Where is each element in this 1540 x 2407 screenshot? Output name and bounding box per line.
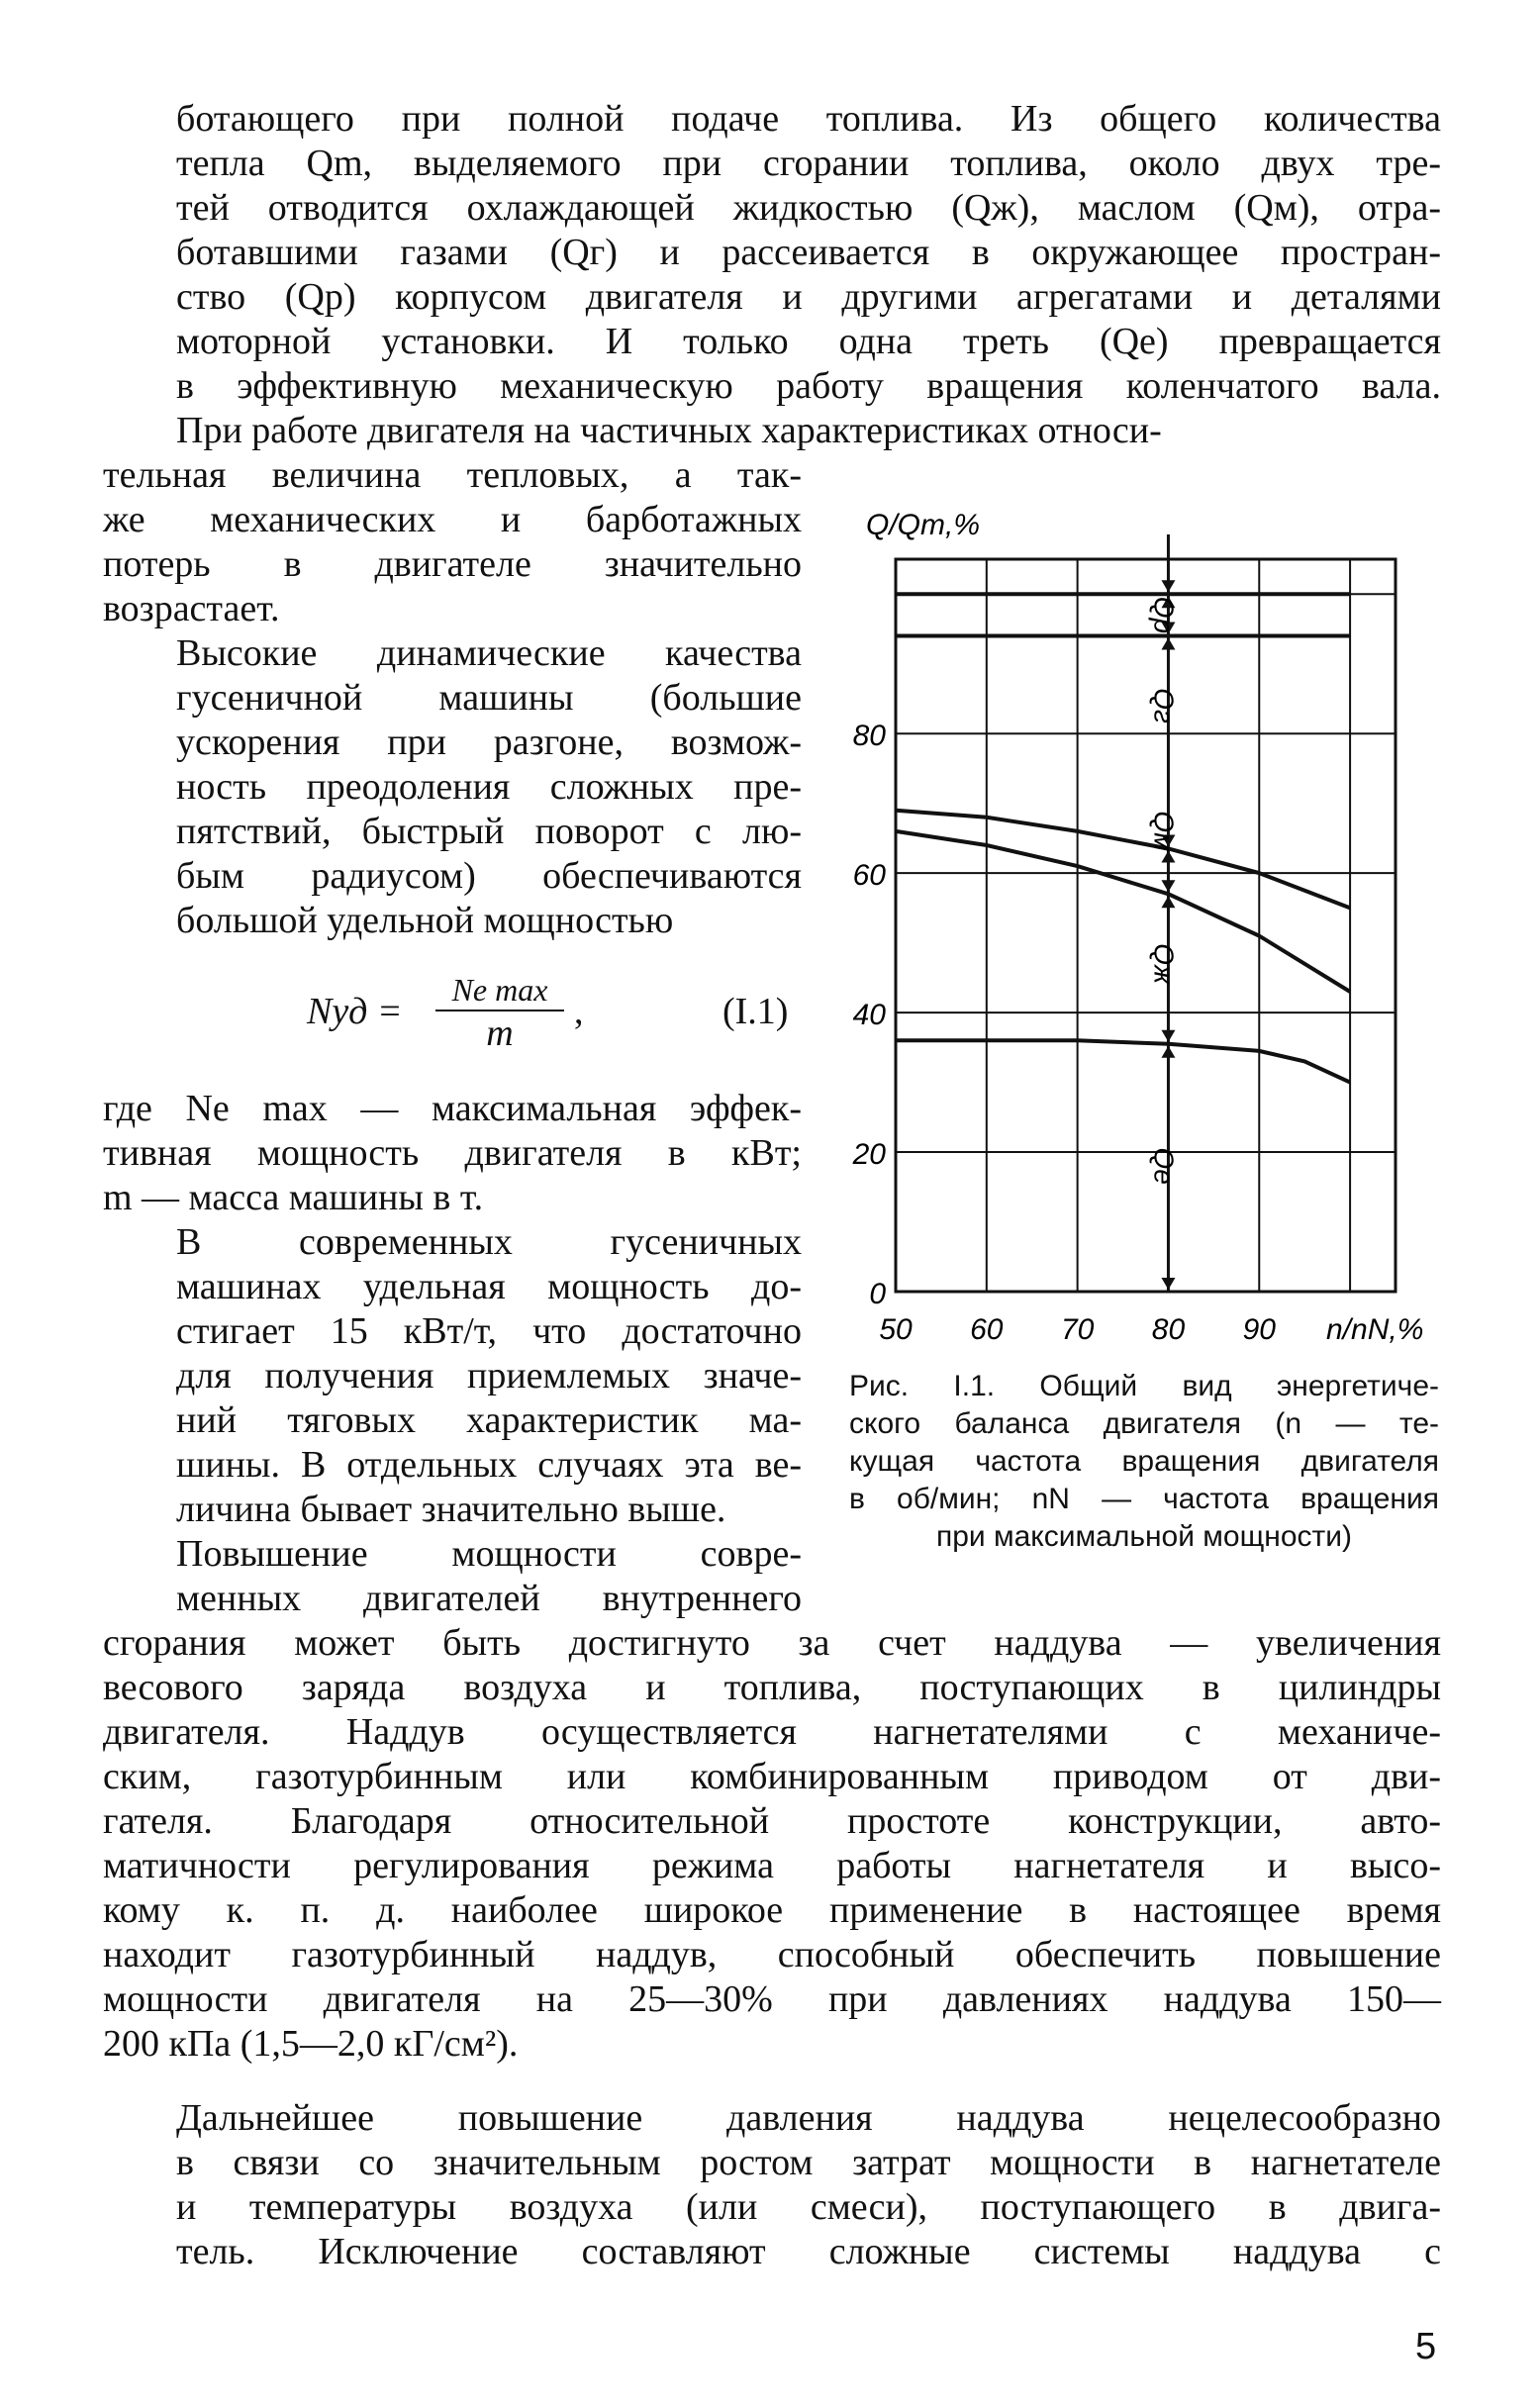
formula-numerator: Ne max [435,970,564,1011]
paragraph-4-line: стигает 15 кВт/т, что достаточно [176,1310,802,1352]
paragraph-1-continued-line: возрастает. [103,588,280,629]
paragraph-5-rest [103,1621,1441,2067]
y-tick-label: 60 [852,859,886,893]
formula-lhs: Nуд = [307,991,403,1032]
paragraph-4-line: машинах удельная мощность до- [176,1266,802,1307]
page-number: 5 [1415,2326,1437,2367]
paragraph-1-line: в эффективную механическую работу вращения коленчатого вала. [176,365,1441,407]
paragraph-1-line: ство (Qр) корпусом двигателя и другими агрегатами и деталями [176,276,1441,318]
paragraph-1-continued-line: потерь в двигателе значительно [103,543,802,585]
paragraph-6-line: в связи со значительным ростом затрат мощности в нагнетателе [176,2142,1441,2183]
x-tick-label: 50 [879,1313,913,1346]
paragraph-6-line: и температуры воздуха (или смеси), поступающего в двига- [176,2186,1441,2228]
band-label: Qм [1148,811,1180,852]
paragraph-1-continued [103,453,802,631]
formula-i1 [307,970,802,1059]
paragraph-5-line: менных двигателей внутреннего [176,1578,802,1619]
caption-line: в об/мин; nN — частота вращения [849,1483,1439,1515]
paragraph-5-line: сгорания может быть достигнуто за счет наддува — увеличения [103,1622,1441,1664]
paragraph-5-line: ским, газотурбинным или комбинированным приводом от дви- [103,1756,1441,1797]
marker-arrow-up [1161,638,1175,650]
y-tick-label: 0 [869,1278,886,1310]
x-tick-label: 70 [1060,1313,1095,1346]
paragraph-6-line: тель. Исключение составляют сложные системы наддува с [176,2231,1441,2272]
y-tick-label: 20 [852,1138,886,1172]
paragraph-2-line: бым радиусом) обеспечиваются [176,855,802,897]
paragraph-1-line: моторной установки. И только одна треть (Qe) превращается [176,321,1441,362]
paragraph-5-line: матичности регулирования режима работы нагнетателя и высо- [103,1845,1441,1886]
paragraph-5-line: кому к. п. д. наиболее широкое применение в настоящее время [103,1889,1441,1931]
paragraph-5-line: 200 кПа (1,5—2,0 кГ/см²). [103,2023,519,2065]
band-label: Qг [1148,688,1180,723]
paragraph-2-line: большой удельной мощностью [176,900,674,941]
paragraph-3-line: тивная мощность двигателя в кВт; [103,1132,802,1174]
formula-fraction [435,970,564,1055]
caption-line: при максимальной мощности) [935,1520,1353,1553]
band-label: Qж [1148,943,1180,985]
y-tick-label: 80 [852,720,886,753]
paragraph-1 [103,97,1441,453]
marker-arrow-up [1161,850,1175,862]
paragraph-5-line: гателя. Благодаря относительной простоте конструкции, авто- [103,1800,1441,1842]
x-axis-label: n/nN,% [1326,1313,1424,1346]
paragraph-3-line: m — масса машины в т. [103,1177,484,1218]
paragraph-1-line: тей отводится охлаждающей жидкостью (Qж), маслом (Qм), отра- [176,187,1441,229]
paragraph-5-start [103,1532,802,1621]
caption-line: ского баланса двигателя (n — те- [849,1407,1439,1440]
marker-arrow-down [1161,1030,1175,1042]
energy-balance-chart [841,475,1435,1366]
formula-denominator: m [486,1012,514,1054]
series-line [896,831,1350,992]
paragraph-2-line: гусеничной машины (большие [176,677,802,719]
paragraph-6 [103,2096,1441,2274]
paragraph-2-line: пятствий, быстрый поворот с лю- [176,811,802,852]
band-label: Qр [1148,596,1180,634]
y-axis-label: Q/Qm,% [866,509,981,541]
marker-arrow-down [1161,880,1175,892]
paragraph-2-line: ность преодоления сложных пре- [176,766,802,808]
paragraph-3 [103,1087,802,1220]
formula-comma: , [574,991,584,1032]
figure-caption [849,1368,1439,1556]
band-label: Qe [1148,1147,1180,1185]
marker-arrow-down [1161,580,1175,592]
paragraph-4-line: В современных гусеничных [176,1221,802,1263]
marker-arrow-bottom [1161,1278,1175,1290]
series-line [896,1040,1350,1082]
x-tick-label: 80 [1151,1313,1186,1346]
plot-frame [896,559,1396,1292]
x-tick-label: 60 [970,1313,1004,1346]
paragraph-6-line: Дальнейшее повышение давления наддува нецелесообразно [176,2097,1441,2139]
paragraph-1-line: тепла Qm, выделяемого при сгорании топлива, около двух тре- [176,143,1441,184]
paragraph-4-line: личина бывает значительно выше. [176,1489,726,1530]
x-tick-label: 90 [1242,1313,1276,1346]
paragraph-2 [103,631,802,943]
paragraph-1-line: ботающего при полной подаче топлива. Из общего количества [176,98,1441,140]
paragraph-1-continued-line: же механических и барботажных [103,499,802,540]
paragraph-5-line: Повышение мощности совре- [176,1533,802,1575]
formula-number: (I.1) [722,991,789,1032]
caption-line: кущая частота вращения двигателя [849,1445,1439,1478]
paragraph-2-line: ускорения при разгоне, возмож- [176,722,802,763]
paragraph-4-line: шины. В отдельных случаях эта ве- [176,1444,802,1486]
paragraph-5-line: находит газотурбинный наддув, способный обеспечить повышение [103,1934,1441,1975]
series-line [896,811,1350,909]
paragraph-3-line: где Ne max — максимальная эффек- [103,1088,802,1129]
caption-line: Рис. I.1. Общий вид энергетиче- [849,1370,1439,1402]
paragraph-1-line: При работе двигателя на частичных характеристиках относи- [176,410,1162,451]
paragraph-1-line: ботавшими газами (Qг) и рассеивается в окружающее простран- [176,232,1441,273]
paragraph-4-line: ний тяговых характеристик ма- [176,1399,802,1441]
paragraph-4-line: для получения приемлемых значе- [176,1355,802,1396]
paragraph-5-line: мощности двигателя на 25—30% при давлениях наддува 150— [103,1978,1441,2020]
paragraph-2-line: Высокие динамические качества [176,632,802,674]
marker-arrow-up [1161,1046,1175,1058]
y-tick-label: 40 [852,999,886,1032]
paragraph-1-continued-line: тельная величина тепловых, а так- [103,454,802,496]
paragraph-4 [103,1220,802,1532]
paragraph-5-line: двигателя. Наддув осуществляется нагнетателями с механиче- [103,1711,1441,1753]
paragraph-5-line: весового заряда воздуха и топлива, поступающих в цилиндры [103,1667,1441,1708]
